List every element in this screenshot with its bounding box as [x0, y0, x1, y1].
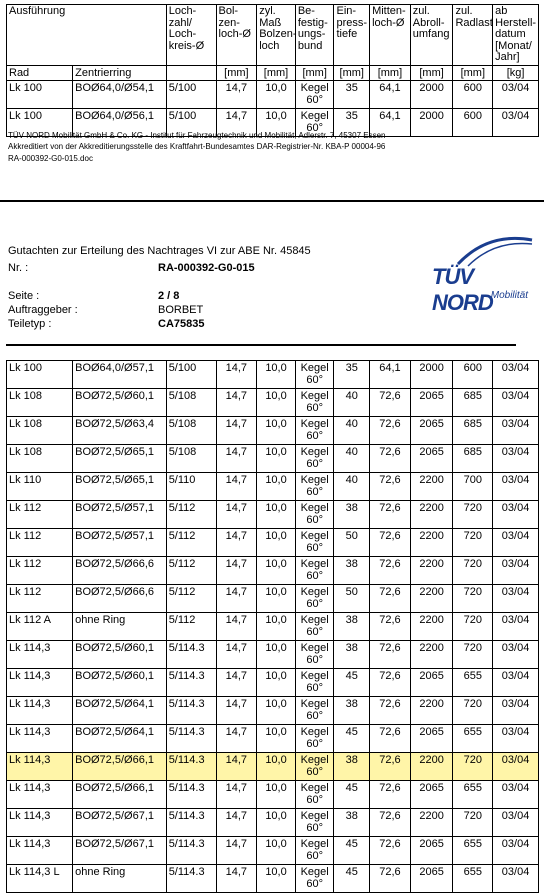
table-cell: Lk 108 [7, 417, 73, 445]
table-cell: 5/108 [166, 445, 216, 473]
table-cell: 5/114.3 [166, 753, 216, 781]
table-cell: 14,7 [216, 753, 257, 781]
table-cell: BOØ72,5/Ø60,1 [73, 641, 167, 669]
table-cell: 45 [334, 837, 370, 865]
document-title: Gutachten zur Erteilung des Nachtrages VI zur ABE Nr. 45845 [8, 245, 311, 257]
table-cell: Kegel 60° [295, 445, 334, 473]
table-cell: 45 [334, 669, 370, 697]
subheader-cell: Zentrierring [73, 65, 167, 80]
table-cell: 45 [334, 865, 370, 893]
table-cell: 03/04 [493, 389, 539, 417]
table-cell: BOØ72,5/Ø66,1 [73, 781, 167, 809]
table-cell: 2200 [410, 697, 453, 725]
page-break-line [0, 200, 544, 202]
table-cell: 5/100 [166, 108, 216, 136]
table-row [7, 473, 539, 501]
header-cell: zul. Radlast [453, 5, 493, 66]
table-cell: 10,0 [257, 585, 296, 613]
logo-subtitle: Mobilität [490, 290, 528, 301]
table-cell: BOØ64,0/Ø56,1 [73, 108, 167, 136]
table-row [7, 501, 539, 529]
subheader-cell: [mm] [453, 65, 493, 80]
table-cell: Lk 110 [7, 473, 73, 501]
table-cell: 2200 [410, 613, 453, 641]
table-cell: 38 [334, 641, 370, 669]
table-cell: 5/112 [166, 529, 216, 557]
nr-value: RA-000392-G0-015 [158, 262, 255, 274]
table-row [7, 445, 539, 473]
table-cell: 655 [453, 669, 493, 697]
table-cell: 600 [453, 108, 493, 136]
table-cell: 72,6 [370, 613, 411, 641]
table-cell: 5/114.3 [166, 669, 216, 697]
table-cell: 2065 [410, 837, 453, 865]
table-cell: Kegel 60° [295, 585, 334, 613]
table-cell: BOØ72,5/Ø63,4 [73, 417, 167, 445]
table-cell: 2065 [410, 417, 453, 445]
table-cell: Kegel 60° [295, 361, 334, 389]
table-cell: 5/114.3 [166, 697, 216, 725]
table-cell: 5/100 [166, 80, 216, 108]
table-cell: 72,6 [370, 501, 411, 529]
auftraggeber-value: BORBET [158, 304, 204, 316]
footer-address: TÜV NORD Mobilität GmbH & Co. KG - Institut für Fahrzeugtechnik und Mobilität, Adlerstr. 7, 45307 Essen [8, 131, 386, 140]
table-cell: Kegel 60° [295, 641, 334, 669]
table-cell: 2200 [410, 529, 453, 557]
table-cell: 03/04 [493, 865, 539, 893]
table-cell: 03/04 [493, 417, 539, 445]
table-cell: Kegel 60° [295, 80, 334, 108]
table-cell: 03/04 [493, 781, 539, 809]
table-cell: 14,7 [216, 501, 257, 529]
table-cell: 03/04 [493, 80, 539, 108]
table-cell: 2065 [410, 725, 453, 753]
table-cell: Lk 112 A [7, 613, 73, 641]
table-cell: 2200 [410, 585, 453, 613]
table-cell: 5/110 [166, 473, 216, 501]
table-cell: 2065 [410, 669, 453, 697]
tuev-nord-logo [428, 234, 534, 315]
table-cell: 35 [334, 108, 370, 136]
table-row [7, 781, 539, 809]
table-cell: 10,0 [257, 781, 296, 809]
table-cell: 5/108 [166, 389, 216, 417]
table-cell: 2065 [410, 865, 453, 893]
table-cell: Lk 108 [7, 445, 73, 473]
table-cell: 72,6 [370, 417, 411, 445]
table-cell: 5/112 [166, 585, 216, 613]
table-cell: 72,6 [370, 865, 411, 893]
table-cell: 720 [453, 585, 493, 613]
table-cell: ohne Ring [73, 613, 167, 641]
table-cell: 14,7 [216, 417, 257, 445]
table-cell: 72,6 [370, 837, 411, 865]
table-cell: 2200 [410, 753, 453, 781]
table-row [7, 753, 539, 781]
main-table-body [7, 361, 539, 893]
table-cell: 5/114.3 [166, 809, 216, 837]
table-cell: 10,0 [257, 641, 296, 669]
table-cell: 14,7 [216, 585, 257, 613]
table-cell: 38 [334, 809, 370, 837]
table-cell: 10,0 [257, 837, 296, 865]
table-cell: 2200 [410, 641, 453, 669]
table-cell: 720 [453, 613, 493, 641]
table-cell: Kegel 60° [295, 781, 334, 809]
header-cell: Loch- zahl/ Loch- kreis-Ø [166, 5, 216, 66]
table-cell: BOØ72,5/Ø67,1 [73, 837, 167, 865]
table-cell: 5/112 [166, 501, 216, 529]
table-cell: 2000 [410, 80, 453, 108]
auftraggeber-label: Auftraggeber : [8, 304, 78, 316]
table-cell: 14,7 [216, 613, 257, 641]
table-cell: Kegel 60° [295, 669, 334, 697]
table-cell: BOØ64,0/Ø57,1 [73, 361, 167, 389]
table-cell: 720 [453, 697, 493, 725]
table-cell: 685 [453, 445, 493, 473]
table-cell: 40 [334, 445, 370, 473]
table-cell: 655 [453, 725, 493, 753]
table-cell: 700 [453, 473, 493, 501]
teiletyp-value: CA75835 [158, 318, 205, 330]
header-cell: Mitten- loch-Ø [370, 5, 411, 66]
header-cell: zul. Abroll- umfang [410, 5, 453, 66]
table-cell: 10,0 [257, 501, 296, 529]
table-cell: 35 [334, 361, 370, 389]
table-cell: 600 [453, 80, 493, 108]
table-cell: BOØ72,5/Ø60,1 [73, 389, 167, 417]
table-cell: Kegel 60° [295, 725, 334, 753]
subheader-cell: [mm] [334, 65, 370, 80]
table-row [7, 697, 539, 725]
table-cell: 03/04 [493, 613, 539, 641]
table-cell: 2200 [410, 809, 453, 837]
table-cell: BOØ72,5/Ø66,6 [73, 585, 167, 613]
table-row [7, 837, 539, 865]
table-cell: 35 [334, 80, 370, 108]
table-cell: 720 [453, 557, 493, 585]
table-cell: 72,6 [370, 445, 411, 473]
table-cell: 5/100 [166, 361, 216, 389]
table-cell: BOØ72,5/Ø64,1 [73, 697, 167, 725]
table-cell: 10,0 [257, 557, 296, 585]
table-cell: Kegel 60° [295, 837, 334, 865]
wheel-spec-header-table [6, 4, 539, 137]
table-cell: 10,0 [257, 445, 296, 473]
table-cell: 10,0 [257, 80, 296, 108]
table-cell: ohne Ring [73, 865, 167, 893]
subheader-cell [166, 65, 216, 80]
table-cell: 72,6 [370, 529, 411, 557]
table-row [7, 557, 539, 585]
table-cell: 03/04 [493, 108, 539, 136]
table-cell: BOØ72,5/Ø57,1 [73, 501, 167, 529]
table-row [7, 865, 539, 893]
table-cell: 03/04 [493, 445, 539, 473]
table-cell: Kegel 60° [295, 697, 334, 725]
table-cell: 03/04 [493, 361, 539, 389]
subheader-cell: [mm] [295, 65, 334, 80]
table-cell: Lk 114,3 [7, 753, 73, 781]
table-cell: Lk 100 [7, 80, 73, 108]
table-cell: 5/108 [166, 417, 216, 445]
table-cell: 03/04 [493, 809, 539, 837]
seite-value: 2 / 8 [158, 290, 180, 302]
table-cell: BOØ72,5/Ø60,1 [73, 669, 167, 697]
table-cell: 10,0 [257, 361, 296, 389]
table-cell: 5/114.3 [166, 837, 216, 865]
table-row [7, 585, 539, 613]
table-cell: 600 [453, 361, 493, 389]
header-separator [6, 344, 516, 346]
table-cell: 40 [334, 389, 370, 417]
table-row [7, 641, 539, 669]
table-cell: 14,7 [216, 641, 257, 669]
subheader-cell: [mm] [216, 65, 257, 80]
table-cell: 72,6 [370, 389, 411, 417]
table-cell: Lk 114,3 [7, 725, 73, 753]
table-header-row [7, 5, 539, 66]
subheader-cell: Rad [7, 65, 73, 80]
table-cell: Lk 100 [7, 361, 73, 389]
table-row [7, 613, 539, 641]
table-cell: Lk 112 [7, 529, 73, 557]
table-cell: Lk 112 [7, 557, 73, 585]
table-cell: 10,0 [257, 753, 296, 781]
table-row [7, 809, 539, 837]
table-cell: 14,7 [216, 529, 257, 557]
table-cell: Lk 114,3 [7, 669, 73, 697]
table-subheader-row [7, 65, 539, 80]
table-cell: BOØ72,5/Ø66,6 [73, 557, 167, 585]
table-cell: 38 [334, 697, 370, 725]
table-cell: 03/04 [493, 501, 539, 529]
table-cell: 14,7 [216, 445, 257, 473]
table-cell: 72,6 [370, 557, 411, 585]
table-cell: 03/04 [493, 753, 539, 781]
table-cell: 10,0 [257, 725, 296, 753]
top-table-body [7, 80, 539, 136]
table-cell: 72,6 [370, 697, 411, 725]
table-row [7, 80, 539, 108]
table-cell: 72,6 [370, 585, 411, 613]
table-cell: 14,7 [216, 108, 257, 136]
table-cell: 38 [334, 501, 370, 529]
footer-filename: RA-000392-G0-015.doc [8, 154, 93, 163]
table-cell: 10,0 [257, 669, 296, 697]
subheader-cell: [mm] [410, 65, 453, 80]
header-cell-ausfuehrung: Ausführung [7, 5, 167, 66]
table-cell: 03/04 [493, 837, 539, 865]
table-cell: 38 [334, 753, 370, 781]
table-cell: Kegel 60° [295, 529, 334, 557]
table-cell: 720 [453, 809, 493, 837]
table-cell: 14,7 [216, 837, 257, 865]
table-cell: 720 [453, 641, 493, 669]
table-cell: 2200 [410, 473, 453, 501]
table-row [7, 725, 539, 753]
table-cell: 10,0 [257, 697, 296, 725]
subheader-cell: [mm] [257, 65, 296, 80]
table-cell: 10,0 [257, 108, 296, 136]
table-cell: 50 [334, 529, 370, 557]
table-cell: Lk 114,3 [7, 837, 73, 865]
table-cell: 03/04 [493, 641, 539, 669]
table-cell: 72,6 [370, 669, 411, 697]
table-cell: BOØ72,5/Ø65,1 [73, 445, 167, 473]
nr-label: Nr. : [8, 262, 29, 274]
table-cell: 72,6 [370, 781, 411, 809]
table-cell: 03/04 [493, 697, 539, 725]
table-cell: 655 [453, 781, 493, 809]
table-cell: 5/114.3 [166, 725, 216, 753]
table-cell: 14,7 [216, 669, 257, 697]
table-cell: 5/114.3 [166, 865, 216, 893]
table-cell: 38 [334, 613, 370, 641]
table-cell: Lk 114,3 [7, 781, 73, 809]
table-cell: 64,1 [370, 108, 411, 136]
table-cell: Kegel 60° [295, 501, 334, 529]
table-cell: 2000 [410, 361, 453, 389]
header-cell: Ein- press- tiefe [334, 5, 370, 66]
header-cell: ab Herstell- datum [Monat/ Jahr] [493, 5, 539, 66]
table-cell: 14,7 [216, 865, 257, 893]
table-cell: 72,6 [370, 725, 411, 753]
table-cell: Lk 114,3 [7, 697, 73, 725]
table-cell: 14,7 [216, 80, 257, 108]
table-cell: 655 [453, 865, 493, 893]
table-cell: 655 [453, 837, 493, 865]
table-cell: 10,0 [257, 389, 296, 417]
table-cell: 5/112 [166, 613, 216, 641]
table-cell: 720 [453, 753, 493, 781]
table-cell: BOØ72,5/Ø65,1 [73, 473, 167, 501]
table-cell: Lk 114,3 L [7, 865, 73, 893]
table-cell: 72,6 [370, 809, 411, 837]
table-cell: 685 [453, 389, 493, 417]
table-cell: 45 [334, 781, 370, 809]
table-cell: 10,0 [257, 865, 296, 893]
logo-text: TÜV NORD [432, 264, 493, 315]
table-cell: 5/112 [166, 557, 216, 585]
table-cell: 5/114.3 [166, 641, 216, 669]
table-cell: 72,6 [370, 641, 411, 669]
table-cell: Lk 108 [7, 389, 73, 417]
table-row [7, 361, 539, 389]
table-cell: 64,1 [370, 361, 411, 389]
table-cell: 10,0 [257, 473, 296, 501]
table-cell: Lk 112 [7, 585, 73, 613]
table-row [7, 669, 539, 697]
table-cell: Kegel 60° [295, 809, 334, 837]
header-cell: Bol- zen- loch-Ø [216, 5, 257, 66]
table-cell: 720 [453, 529, 493, 557]
subheader-cell: [kg] [493, 65, 539, 80]
table-cell: Kegel 60° [295, 557, 334, 585]
table-cell: 14,7 [216, 809, 257, 837]
table-cell: Kegel 60° [295, 417, 334, 445]
table-cell: Kegel 60° [295, 108, 334, 136]
table-cell: 03/04 [493, 529, 539, 557]
table-cell: Lk 112 [7, 501, 73, 529]
table-cell: 2065 [410, 445, 453, 473]
subheader-cell: [mm] [370, 65, 411, 80]
table-cell: 03/04 [493, 473, 539, 501]
table-cell: Lk 114,3 [7, 641, 73, 669]
table-cell: 10,0 [257, 613, 296, 641]
table-cell: 720 [453, 501, 493, 529]
table-cell: BOØ72,5/Ø64,1 [73, 725, 167, 753]
table-cell: 14,7 [216, 697, 257, 725]
table-cell: 2000 [410, 108, 453, 136]
table-cell: 10,0 [257, 417, 296, 445]
table-cell: 50 [334, 585, 370, 613]
wheel-spec-table [6, 360, 539, 893]
table-cell: 64,1 [370, 80, 411, 108]
table-cell: Kegel 60° [295, 753, 334, 781]
table-cell: 38 [334, 557, 370, 585]
table-cell: BOØ72,5/Ø67,1 [73, 809, 167, 837]
table-cell: 72,6 [370, 473, 411, 501]
table-cell: Kegel 60° [295, 389, 334, 417]
table-cell: 10,0 [257, 529, 296, 557]
table-cell: 14,7 [216, 361, 257, 389]
table-cell: BOØ64,0/Ø54,1 [73, 80, 167, 108]
table-cell: 2065 [410, 781, 453, 809]
table-cell: Kegel 60° [295, 613, 334, 641]
table-cell: Lk 114,3 [7, 809, 73, 837]
table-cell: 03/04 [493, 725, 539, 753]
table-row [7, 529, 539, 557]
header-cell: zyl. Maß Bolzen- loch [257, 5, 296, 66]
table-row [7, 389, 539, 417]
table-cell: 14,7 [216, 725, 257, 753]
table-cell: 03/04 [493, 557, 539, 585]
table-cell: BOØ72,5/Ø57,1 [73, 529, 167, 557]
table-cell: 03/04 [493, 669, 539, 697]
table-cell: 40 [334, 417, 370, 445]
logo-arc-icon [428, 234, 534, 268]
table-cell: 10,0 [257, 809, 296, 837]
table-cell: 685 [453, 417, 493, 445]
table-cell: 2065 [410, 389, 453, 417]
table-cell: 45 [334, 725, 370, 753]
table-cell: 14,7 [216, 557, 257, 585]
table-cell: 72,6 [370, 753, 411, 781]
table-cell: Lk 100 [7, 108, 73, 136]
footer-accreditation: Akkreditiert von der Akkreditierungsstelle des Kraftfahrt-Bundesamtes DAR-Registrier-Nr. KBA-P 00004-96 [8, 142, 386, 151]
table-cell: 2200 [410, 501, 453, 529]
table-cell: 03/04 [493, 585, 539, 613]
table-cell: 2200 [410, 557, 453, 585]
table-cell: BOØ72,5/Ø66,1 [73, 753, 167, 781]
seite-label: Seite : [8, 290, 40, 302]
table-row [7, 417, 539, 445]
header-cell: Be- festig- ungs- bund [295, 5, 334, 66]
table-cell: 14,7 [216, 473, 257, 501]
table-cell: 5/114.3 [166, 781, 216, 809]
table-cell: Kegel 60° [295, 473, 334, 501]
table-cell: Kegel 60° [295, 865, 334, 893]
table-cell: 40 [334, 473, 370, 501]
teiletyp-label: Teiletyp : [8, 318, 52, 330]
table-cell: 14,7 [216, 389, 257, 417]
table-cell: 14,7 [216, 781, 257, 809]
